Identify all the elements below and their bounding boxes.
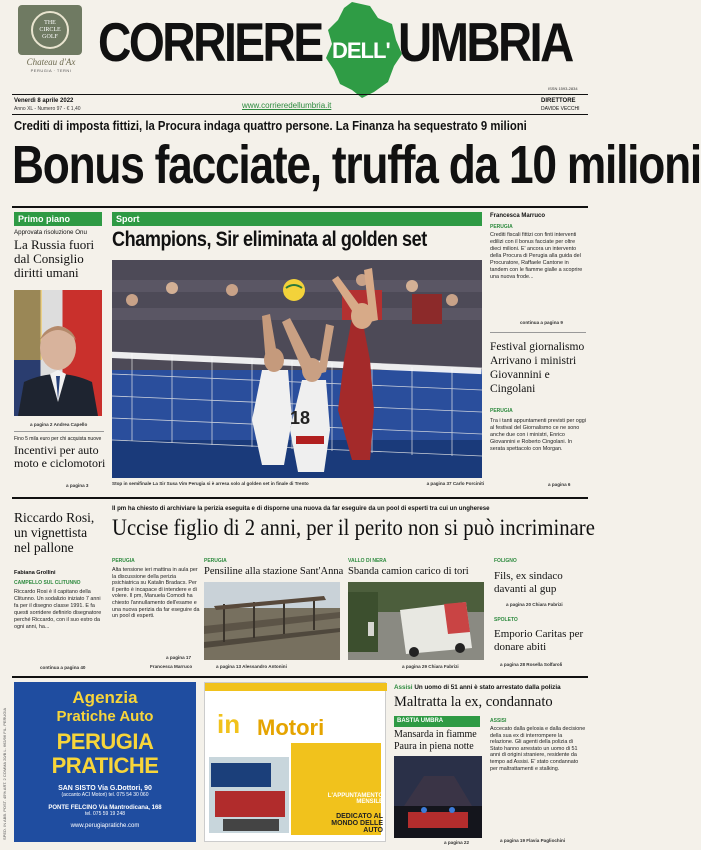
issue-date: Venerdì 8 aprile 2022 xyxy=(14,98,74,104)
primo-piano-kicker: Approvata risoluzione Onu xyxy=(14,229,87,236)
motori-tagline: L'APPUNTAMENTO MENSILE xyxy=(327,793,383,805)
assisi-text: Accecato dalla gelosia e dalla decisione della sua ex di interrompere la relazione. Gli agenti della polizia di Stato hanno arrestato un uomo di 51 anni di origini straniere, residente da tempo ad Assisi. E' stato condannato per maltrattamenti e stalking. xyxy=(490,726,586,772)
lead-headline-text: Bonus facciate, truffa da 10 milioni xyxy=(12,135,701,195)
assisi-city: ASSISI xyxy=(490,718,507,724)
assisi-ref[interactable]: a pagina 19 Flavia Pagliochini xyxy=(500,838,566,843)
right-rule xyxy=(490,332,586,333)
assisi-kicker-text: Un uomo di 51 anni è stato arrestato dalla polizia xyxy=(414,684,561,691)
rosi-ref[interactable]: continua a pagina 40 xyxy=(40,665,86,670)
ad1-line1: Agenzia xyxy=(72,688,138,707)
festival-city: PERUGIA xyxy=(490,408,513,414)
ad1-line2: Pratiche Auto xyxy=(56,708,154,725)
issn: ISSN 1593-2834 xyxy=(548,86,578,91)
rosi-city: CAMPELLO SUL CLITUNNO xyxy=(14,580,81,586)
uccise-ref[interactable]: a pagina 17 xyxy=(166,655,192,660)
director-label: DIRETTORE xyxy=(541,98,576,104)
lead-headline xyxy=(12,134,701,196)
story1-city: PERUGIA xyxy=(204,558,227,564)
bastia-ref[interactable]: a pagina 22 xyxy=(444,840,470,845)
lower-rule xyxy=(12,676,588,678)
camion-photo xyxy=(348,582,484,660)
uccise-headline-text: Uccise figlio di 2 anni, per il perito non si può incriminare xyxy=(112,515,595,540)
masthead-title-right: UMBRIA xyxy=(398,11,572,73)
foligno-city: FOLIGNO xyxy=(494,558,517,564)
volleyball-photo xyxy=(112,260,482,478)
jersey-number: 18 xyxy=(290,408,311,428)
uccise-text: Alta tensione ieri mattina in aula per la discussione della perizia psichiatrica su Katalin Bradacs. Per il perito è incapace di intendere e di volere. Il pm, Manuela Comodi ha chiesto l'annullamento dell'esame e una nuova perizia da far eseguire da un pool di esperti. xyxy=(112,567,200,620)
primo-piano-rule xyxy=(14,431,104,432)
primo-piano-ref[interactable]: a pagina 2 Andrea Capello xyxy=(30,422,88,427)
motori-prefix: in xyxy=(217,709,241,739)
masthead-title-dell: DELL' xyxy=(332,38,390,63)
right-ref[interactable]: continua a pagina 9 xyxy=(520,320,563,325)
right-city: PERUGIA xyxy=(490,224,513,230)
sport-headline-text: Champions, Sir eliminata al golden set xyxy=(112,228,427,251)
story2-city: VALLO DI NERA xyxy=(348,558,387,564)
rosi-headline: Riccardo Rosi, un vignettista nel pallone xyxy=(14,510,95,555)
fire-photo xyxy=(394,756,482,838)
rosi-text: Riccardo Rosi è il capitano della Clitunno. Un sodalizio iniziato 7 anni fa per il disegno classe 1991. E fa questi sorridere definirlo disegnatore perché Riccardo, con il suo estro da ogni anni, ha... xyxy=(14,589,102,630)
spoleto-headline: Emporio Caritas per donare abiti xyxy=(494,628,584,653)
story1-headline: Pensiline alla stazione Sant'Anna xyxy=(204,566,344,577)
ad1-web: www.perugiapratiche.com xyxy=(70,823,140,829)
right-text: Crediti fiscali fittizi con finti interventi edilizi con il bonus facciate per oltre dieci milioni. E' ancora un intervento della Procura di Perugia alla guida del Procuratore, Raffaele Cantone in tandem con le fiamme gialle a scoprire una nuova frode... xyxy=(490,232,583,280)
incentivi-ref[interactable]: a pagina 3 xyxy=(66,483,89,488)
incentivi-headline: Incentivi per auto moto e ciclomotori xyxy=(14,443,106,470)
motori-brand: Motori xyxy=(257,715,325,740)
uccise-kicker: Il pm ha chiesto di archiviare la perizia eseguita e di disporne una nuova da far eseguire da un pool di esperti tra cui un ungherese xyxy=(112,505,490,512)
uccise-headline xyxy=(112,514,595,542)
ad1-addr1: SAN SISTO Via G.Dottori, 90 xyxy=(58,785,152,792)
motori-ad[interactable] xyxy=(204,682,386,842)
assisi-kicker-city: Assisi xyxy=(394,684,413,691)
chateau-brand: Chateau d'Ax xyxy=(26,57,76,67)
issue-number: Anno XL - Numero 97 - € 1,40 xyxy=(14,106,81,112)
pensiline-photo xyxy=(204,582,340,660)
motori-band xyxy=(205,683,387,691)
website-link[interactable]: www.corrieredellumbria.it xyxy=(242,101,332,110)
ad1-line3: PERUGIA xyxy=(56,729,154,754)
putin-photo xyxy=(14,290,102,416)
story1-ref[interactable]: a pagina 13 Alessandro Antonini xyxy=(216,664,287,669)
festival-text: Tra i tanti appuntamenti previsti per oggi al festival del Giornalismo ce ne sono anche due con i ministri, Enrico Giovannini e Roberto Cingolani. In serata spettacolo con Morgan. xyxy=(490,418,586,452)
sport-headline xyxy=(112,228,473,252)
date-rule xyxy=(12,114,588,115)
lead-kicker xyxy=(14,118,588,133)
foligno-ref[interactable]: a pagina 20 Chiara Fabrizi xyxy=(506,602,563,607)
spoleto-ref[interactable]: a pagina 28 Rosella Solfaroli xyxy=(500,662,563,667)
primo-piano-headline: La Russia fuori dal Consiglio diritti umani xyxy=(14,237,95,280)
rosi-byline: Fabiana Grollini xyxy=(14,570,56,576)
circle-badge xyxy=(18,5,82,55)
upper-rule xyxy=(12,497,588,499)
ad1-line4: PRATICHE xyxy=(51,753,159,778)
uccise-byline: Francesca Marruco xyxy=(150,664,193,669)
lead-kicker-text: Crediti di imposta fittizi, la Procura indaga quattro persone. La Finanza ha sequestrato 9 milioni xyxy=(14,118,527,133)
masthead-title-left: CORRIERE xyxy=(98,11,322,73)
agenzia-ad[interactable] xyxy=(14,682,196,842)
foligno-headline: Fils, ex sindaco davanti al gup xyxy=(494,570,563,595)
assisi-headline: Maltratta la ex, condannato xyxy=(394,694,553,710)
uccise-city: PERUGIA xyxy=(112,558,135,564)
festival-headline: Festival giornalismo Arrivano i ministri Giovannini e Cingolani xyxy=(490,341,585,395)
ad1-addr2: PONTE FELCINO Via Mantrodicana, 168 xyxy=(48,805,162,811)
motori-sub: DEDICATO AL MONDO DELLE AUTO xyxy=(331,813,383,834)
right-byline: Francesca Marruco xyxy=(490,213,546,219)
incentivi-kicker: Fino 5 mila euro per chi acquista nuove xyxy=(14,436,102,442)
story2-headline: Sbanda camion carico di tori xyxy=(348,566,469,577)
chateau-sub: PERUGIA · TERNI xyxy=(30,68,72,73)
motori-collage xyxy=(209,757,289,833)
masthead-rule xyxy=(12,94,588,95)
ad1-addr1b: (accanto ACI Motori) tel. 075 54 30 060 xyxy=(61,792,149,798)
bastia-headline: Mansarda in fiamme Paura in piena notte xyxy=(394,729,477,752)
lead-rule xyxy=(12,206,588,208)
story2-ref[interactable]: a pagina 29 Chiara Fabrizi xyxy=(402,664,459,669)
circle-logo-icon xyxy=(31,11,69,49)
circle-badge-text: THE CIRCLE GOLF xyxy=(39,19,61,40)
festival-ref[interactable]: a pagina 6 xyxy=(548,482,571,487)
primo-piano-label: Primo piano xyxy=(14,212,102,226)
ad1-addr2b: tel. 075 59 19 248 xyxy=(84,811,126,817)
sport-label: Sport xyxy=(112,212,482,226)
postal-spine-text: SPED. IN ABB. POST. 45% ART. 2 COMMA 20/B L. 662/96 FIL. PERUGIA xyxy=(2,707,7,840)
director-name: DAVIDE VECCHI xyxy=(541,106,580,112)
assisi-kicker xyxy=(394,684,588,691)
spoleto-city: SPOLETO xyxy=(494,617,518,623)
bastia-label: BASTIA UMBRA xyxy=(394,716,480,727)
sport-caption: Stop in semifinale La Sir Susa Vim Perugia si è arresa solo al golden set in finale di Trento xyxy=(112,481,309,486)
postal-spine xyxy=(2,690,10,840)
sport-caption-ref[interactable]: a pagina 37 Carlo Forciniti xyxy=(426,481,484,486)
